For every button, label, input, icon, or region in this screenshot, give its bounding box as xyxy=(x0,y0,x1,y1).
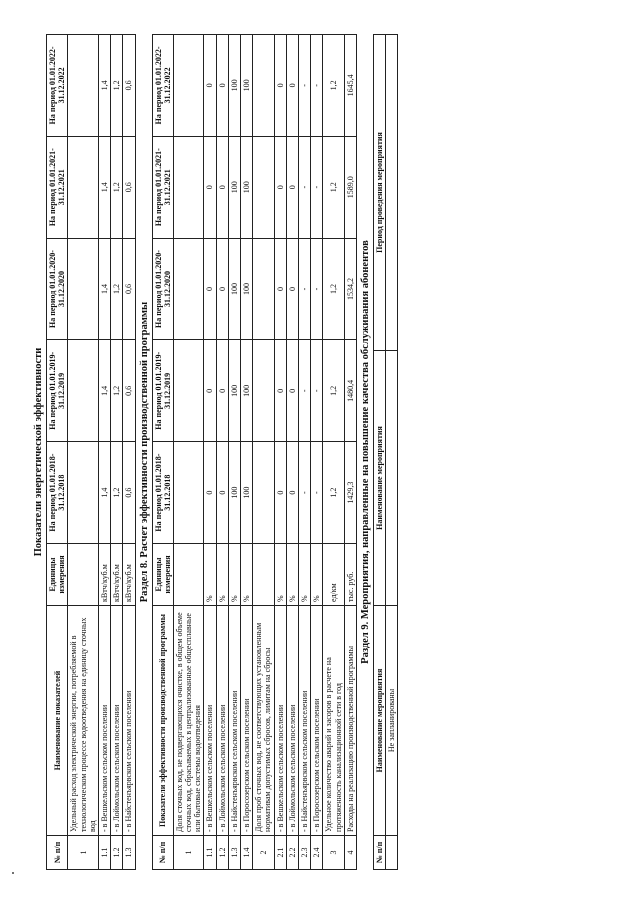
row-number-cell: 2.1 xyxy=(274,836,286,870)
value-cell: 100 xyxy=(228,340,240,442)
value-cell: 0 xyxy=(286,442,298,544)
indicator-name-cell: - в Найстенъярвском сельском поселении xyxy=(123,606,135,836)
indicator-name-cell: - в Лоймольском сельском поселении xyxy=(286,606,298,836)
row-number-cell: 2.3 xyxy=(298,836,310,870)
indicator-name-cell: Доля проб сточных вод, не соответствующих установленным нормативам допустимых сбросов, лимитам на сбросы xyxy=(253,606,274,836)
value-cell: 0 xyxy=(216,238,228,340)
value-cell: 0 xyxy=(286,238,298,340)
value-cell: 0 xyxy=(216,136,228,238)
value-cell: 0 xyxy=(204,136,216,238)
unit-cell: ед/км xyxy=(323,544,344,606)
value-cell: 0 xyxy=(274,238,286,340)
indicator-name-cell: Удельное количество аварий и засоров в расчете на протяженность канализационной сети в год xyxy=(323,606,344,836)
unit-cell: % xyxy=(216,544,228,606)
unit-cell xyxy=(253,544,274,606)
unit-cell xyxy=(173,544,204,606)
row-number-cell: 1 xyxy=(173,836,204,870)
value-cell: 0 xyxy=(216,340,228,442)
value-cell xyxy=(68,340,99,442)
unit-cell: % xyxy=(311,544,323,606)
indicator-name-cell: Доля сточных вод, не подвергающихся очистке, в общем объеме сточных вод, сбрасываемых в централизованные общесплавные или бытовые системы водоотведения xyxy=(173,606,204,836)
unit-cell: кВтч/куб.м xyxy=(98,544,110,606)
unit-cell: кВтч/куб.м xyxy=(123,544,135,606)
table-row xyxy=(253,35,274,870)
table-header-row xyxy=(152,35,173,870)
table-row xyxy=(204,35,216,870)
table-row xyxy=(228,35,240,870)
value-cell: 1,4 xyxy=(98,35,110,137)
value-cell: 0 xyxy=(274,136,286,238)
header-cell: Наименование мероприятия xyxy=(373,606,385,836)
value-cell: 1589,0 xyxy=(344,136,356,238)
header-cell: На период 01.01.2021-31.12.2021 xyxy=(47,136,68,238)
value-cell: 1645,4 xyxy=(344,35,356,137)
value-cell xyxy=(68,442,99,544)
value-cell xyxy=(253,136,274,238)
value-cell xyxy=(253,442,274,544)
value-cell: 0 xyxy=(204,35,216,137)
value-cell: - xyxy=(298,238,310,340)
value-cell xyxy=(173,35,204,137)
value-cell: - xyxy=(298,442,310,544)
value-cell: 1,4 xyxy=(98,340,110,442)
indicator-name-cell: - в Вешкельском сельском поселении xyxy=(98,606,110,836)
value-cell: 0 xyxy=(286,35,298,137)
header-cell: Наименование показателей xyxy=(47,606,68,836)
measures-table xyxy=(373,34,398,870)
value-cell: 0 xyxy=(204,442,216,544)
value-cell: 0 xyxy=(274,340,286,442)
value-cell xyxy=(68,238,99,340)
header-cell: На период 01.01.2020-31.12.2020 xyxy=(152,238,173,340)
section8-title: Раздел 8. Расчет эффективности производственной программы xyxy=(138,301,150,603)
header-cell: № п/п xyxy=(152,836,173,870)
unit-cell: тыс. руб. xyxy=(344,544,356,606)
value-cell: 0 xyxy=(216,442,228,544)
header-cell: № п/п xyxy=(373,836,385,870)
indicator-name-cell: - в Вешкельском сельском поселении xyxy=(274,606,286,836)
indicator-name-cell: - в Найстенъярвском сельском поселении xyxy=(298,606,310,836)
table-cell xyxy=(386,351,398,606)
table-cell xyxy=(386,35,398,351)
value-cell: 100 xyxy=(228,136,240,238)
value-cell: 0,6 xyxy=(123,35,135,137)
unit-cell: % xyxy=(241,544,253,606)
table-header-row xyxy=(373,35,385,870)
header-cell: На период 01.01.2019-31.12.2019 xyxy=(47,340,68,442)
value-cell: 100 xyxy=(241,136,253,238)
value-cell xyxy=(253,35,274,137)
indicator-name-cell: - в Вешкельском сельском поселении xyxy=(204,606,216,836)
header-cell: На период 01.01.2022-31.12.2022 xyxy=(152,35,173,137)
table-cell xyxy=(386,836,398,870)
value-cell: 0 xyxy=(216,35,228,137)
table-row xyxy=(298,35,310,870)
table-row xyxy=(111,35,123,870)
value-cell: - xyxy=(311,238,323,340)
row-number-cell: 1.1 xyxy=(204,836,216,870)
table-row xyxy=(386,35,398,870)
row-number-cell: 3 xyxy=(323,836,344,870)
value-cell: 0,6 xyxy=(123,136,135,238)
value-cell: 1480,4 xyxy=(344,340,356,442)
value-cell: 0 xyxy=(286,136,298,238)
value-cell xyxy=(173,340,204,442)
table-cell: Не запланированы xyxy=(386,606,398,836)
value-cell xyxy=(253,340,274,442)
unit-cell: % xyxy=(298,544,310,606)
value-cell: 100 xyxy=(228,35,240,137)
energy-efficiency-table xyxy=(46,34,136,870)
indicator-name-cell: Удельный расход электрической энергии, потребляемой в технологическом процессе водоотведения на единицу сточных вод xyxy=(68,606,99,836)
unit-cell: кВтч/куб.м xyxy=(111,544,123,606)
row-number-cell: 1.2 xyxy=(111,836,123,870)
indicator-name-cell: - в Поросозерском сельском поселении xyxy=(311,606,323,836)
header-cell: На период 01.01.2019-31.12.2019 xyxy=(152,340,173,442)
unit-cell: % xyxy=(286,544,298,606)
value-cell: 100 xyxy=(241,238,253,340)
header-cell: Единицы измерения xyxy=(47,544,68,606)
value-cell: - xyxy=(311,340,323,442)
table-row xyxy=(123,35,135,870)
value-cell: 0 xyxy=(204,340,216,442)
row-number-cell: 2 xyxy=(253,836,274,870)
value-cell xyxy=(173,136,204,238)
row-number-cell: 1.3 xyxy=(228,836,240,870)
program-efficiency-table xyxy=(152,34,357,870)
value-cell: 1,2 xyxy=(111,238,123,340)
unit-cell: % xyxy=(204,544,216,606)
value-cell: 0,6 xyxy=(123,238,135,340)
unit-cell: % xyxy=(274,544,286,606)
table-row xyxy=(216,35,228,870)
header-cell: На период 01.01.2018-31.12.2018 xyxy=(152,442,173,544)
value-cell: - xyxy=(298,35,310,137)
energy-efficiency-body xyxy=(68,35,135,870)
header-cell: На период 01.01.2020-31.12.2020 xyxy=(47,238,68,340)
value-cell xyxy=(68,136,99,238)
value-cell: 1,2 xyxy=(323,35,344,137)
row-number-cell: 1.3 xyxy=(123,836,135,870)
scan-speck xyxy=(12,872,14,874)
value-cell: 100 xyxy=(228,442,240,544)
table-row xyxy=(68,35,99,870)
value-cell: 100 xyxy=(241,442,253,544)
value-cell xyxy=(253,238,274,340)
value-cell: 0 xyxy=(274,35,286,137)
header-cell: Наименование мероприятия xyxy=(373,351,385,606)
header-cell: На период 01.01.2022-31.12.2022 xyxy=(47,35,68,137)
value-cell: 0,6 xyxy=(123,340,135,442)
indicator-name-cell: Расходы на реализацию производственной программы xyxy=(344,606,356,836)
value-cell: 100 xyxy=(241,340,253,442)
value-cell: 1,2 xyxy=(111,340,123,442)
table-row xyxy=(98,35,110,870)
value-cell: 1,4 xyxy=(98,238,110,340)
value-cell: 100 xyxy=(241,35,253,137)
value-cell: 1,4 xyxy=(98,442,110,544)
row-number-cell: 2.2 xyxy=(286,836,298,870)
value-cell: 1,2 xyxy=(111,136,123,238)
table-row xyxy=(173,35,204,870)
table-row xyxy=(241,35,253,870)
value-cell: - xyxy=(298,136,310,238)
row-number-cell: 1.4 xyxy=(241,836,253,870)
value-cell: - xyxy=(311,35,323,137)
row-number-cell: 1 xyxy=(68,836,99,870)
value-cell: - xyxy=(311,136,323,238)
unit-cell xyxy=(68,544,99,606)
row-number-cell: 4 xyxy=(344,836,356,870)
value-cell: 0 xyxy=(286,340,298,442)
table-row xyxy=(344,35,356,870)
header-cell: На период 01.01.2021-31.12.2021 xyxy=(152,136,173,238)
unit-cell: % xyxy=(228,544,240,606)
value-cell: 1429,3 xyxy=(344,442,356,544)
table-row xyxy=(311,35,323,870)
value-cell: 100 xyxy=(228,238,240,340)
row-number-cell: 1.2 xyxy=(216,836,228,870)
value-cell: - xyxy=(298,340,310,442)
value-cell: 1,2 xyxy=(111,35,123,137)
value-cell: 0,6 xyxy=(123,442,135,544)
value-cell xyxy=(68,35,99,137)
header-cell: Единицы измерения xyxy=(152,544,173,606)
section9-title: Раздел 9. Мероприятия, направленные на повышение качества обслуживания абонентов xyxy=(359,240,371,664)
value-cell: 1,2 xyxy=(323,238,344,340)
row-number-cell: 2.4 xyxy=(311,836,323,870)
value-cell: 1,2 xyxy=(323,442,344,544)
table-row xyxy=(286,35,298,870)
header-cell: Период проведения мероприятия xyxy=(373,35,385,351)
header-cell: На период 01.01.2018-31.12.2018 xyxy=(47,442,68,544)
indicator-name-cell: - в Найстенъярвском сельском поселении xyxy=(228,606,240,836)
program-efficiency-body xyxy=(173,35,356,870)
table-row xyxy=(274,35,286,870)
header-cell: Показатели эффективности производственной программы xyxy=(152,606,173,836)
table-header-row xyxy=(47,35,68,870)
table-row xyxy=(323,35,344,870)
value-cell: 1,2 xyxy=(111,442,123,544)
value-cell: 0 xyxy=(274,442,286,544)
value-cell xyxy=(173,442,204,544)
value-cell: 0 xyxy=(204,238,216,340)
value-cell xyxy=(173,238,204,340)
value-cell: 1,2 xyxy=(323,136,344,238)
indicator-name-cell: - в Поросозерском сельском поселении xyxy=(241,606,253,836)
energy-efficiency-title: Показатели энергетической эффективности xyxy=(33,347,44,557)
indicator-name-cell: - в Лоймольском сельском поселении xyxy=(111,606,123,836)
document-sheet xyxy=(30,34,398,870)
value-cell: 1,2 xyxy=(323,340,344,442)
value-cell: 1,4 xyxy=(98,136,110,238)
row-number-cell: 1.1 xyxy=(98,836,110,870)
indicator-name-cell: - в Лоймольском сельском поселении xyxy=(216,606,228,836)
value-cell: 1534,2 xyxy=(344,238,356,340)
header-cell: № п/п xyxy=(47,836,68,870)
value-cell: - xyxy=(311,442,323,544)
